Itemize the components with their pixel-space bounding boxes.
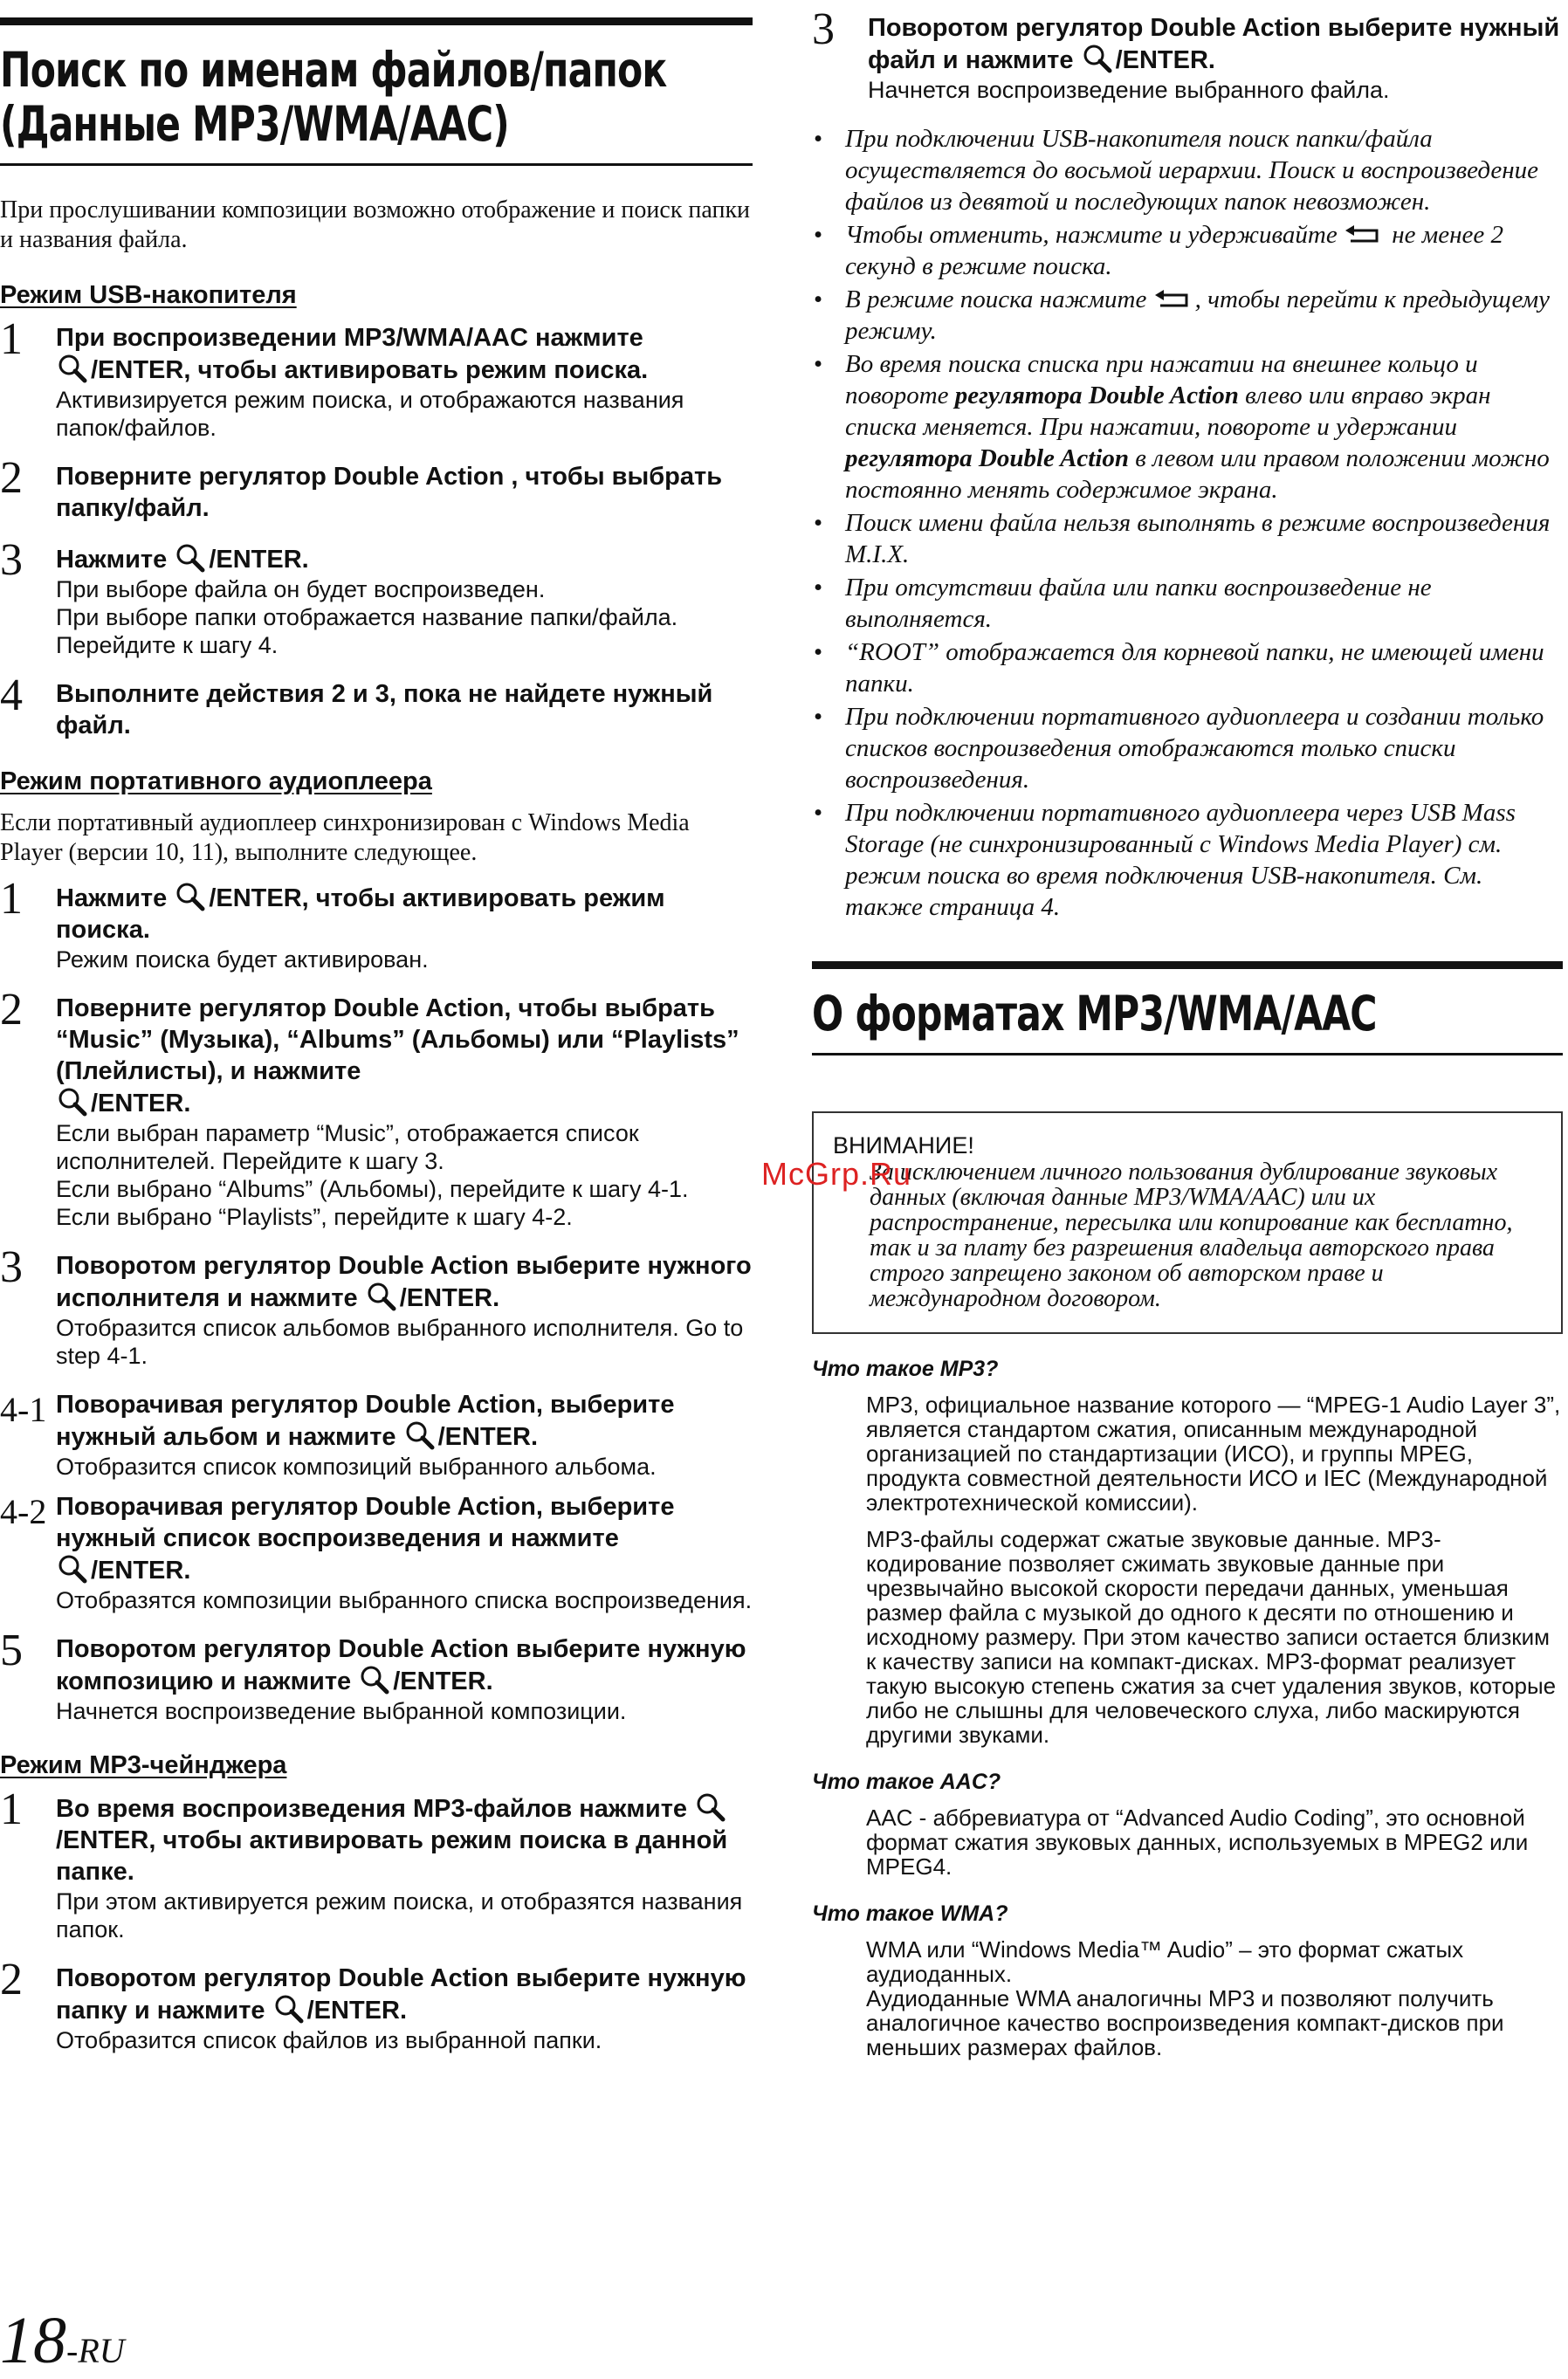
search-icon (1081, 44, 1116, 73)
step-result: Если выбрано “Albums” (Альбомы), перейдите к шагу 4-1. (56, 1176, 689, 1202)
note-item: • При отсутствии файла или папки воспроизведение не выполняется. (812, 572, 1563, 635)
step-instruction-end: /ENTER. (393, 1667, 493, 1695)
search-icon (56, 1087, 91, 1117)
step-number: 4-2 (0, 1492, 47, 1531)
step-result: Если выбрано “Playlists”, перейдите к шагу 4-2. (56, 1204, 573, 1230)
mp3-paragraph: MP3, официальное название которого — “MPEG-1 Audio Layer 3”, является стандартом сжатия, описанным международной организацией по стандартизации (ИСО), и группы MPEG, продукта совместной деятельности ИСО и IEC (Международной электротехнической комиссии). (866, 1392, 1561, 1516)
search-icon (365, 1282, 400, 1311)
step-result: Отобразится список файлов из выбранной папки. (56, 2027, 602, 2053)
step-number: 1 (0, 314, 23, 364)
step-instruction-end: /ENTER. (209, 546, 309, 574)
search-icon (272, 1994, 307, 2024)
step-instruction: Выполните действия 2 и 3, пока не найдете нужный файл. (56, 680, 713, 739)
changer-step-1 (0, 1784, 753, 1943)
search-icon (174, 882, 209, 911)
caution-heading: ВНИМАНИЕ! (833, 1132, 974, 1159)
step-instruction: Поворотом регулятор Double Action выберите нужную папку и нажмите (56, 1964, 746, 2025)
usb-step-1 (0, 314, 753, 442)
step-result: Режим поиска будет активирован. (56, 946, 429, 973)
right-column (812, 0, 1563, 2072)
formats-title: О форматах MP3/WMA/AAC (812, 986, 1377, 1042)
step-instruction-end: /ENTER. (399, 1284, 500, 1312)
step-number: 5 (0, 1626, 23, 1675)
step-instruction-end: /ENTER. (91, 1557, 191, 1585)
intro-text: При прослушивании композиции возможно отображение и поиск папки и названия файла. (0, 196, 751, 253)
usb-mode-heading: Режим USB-накопителя (0, 281, 297, 309)
right-step-3 (812, 4, 1563, 104)
step-instruction: Поворачивая регулятор Double Action, выберите нужный список воспроизведения и нажмите (56, 1493, 675, 1552)
step-number: 2 (0, 1955, 23, 2004)
player-step-4-1 (0, 1389, 753, 1481)
wma-paragraph: Аудиоданные WMA аналогичны MP3 и позволяют получить аналогичное качество воспроизведения компакт-дисков при меньших размерах файлов. (866, 1985, 1504, 2060)
search-icon (56, 354, 91, 383)
title-line-1: Поиск по именам файлов/папок (0, 42, 667, 98)
step-number: 4 (0, 670, 23, 720)
step-instruction-end: /ENTER. (306, 1997, 408, 2025)
step-result: Если выбран параметр “Music”, отображается список исполнителей. Перейдите к шагу 3. (56, 1120, 639, 1174)
section-title-search (0, 17, 753, 166)
usb-step-2 (0, 453, 753, 524)
player-step-4-2 (0, 1491, 753, 1614)
step-instruction: Поверните регулятор Double Action, чтобы выбрать “Music” (Музыка), “Albums” (Альбомы) или “Playlists” (Плейлисты), и нажмите (56, 994, 739, 1085)
note-item: • При подключении USB-накопителя поиск папки/файла осуществляется до восьмой иерархии. Поиск и воспроизведение файлов из девятой и последующих папок невозможен. (812, 123, 1563, 217)
step-instruction: Поворотом регулятор Double Action выберите нужного исполнителя и нажмите (56, 1252, 752, 1312)
note-item: • При подключении портативного аудиоплеера через USB Mass Storage (не синхронизированный с Windows Media Player) см. режим поиска во время подключения USB-накопителя. См. также страница 4. (812, 797, 1563, 923)
step-result: При выборе файла он будет воспроизведен. (56, 576, 546, 602)
watermark: McGrp.Ru (761, 1156, 912, 1192)
note-item: • При подключении портативного аудиоплеера и создании только списков воспроизведения отображаются только списки воспроизведения. (812, 701, 1563, 795)
page-footer (0, 2303, 125, 2379)
step-result: При этом активируется режим поиска, и отобразятся названия папок. (56, 1888, 743, 1942)
step-instruction: Во время воспроизведения MP3-файлов нажмите (56, 1795, 688, 1823)
note-item: • “ROOT” отображается для корневой папки, не имеющей имени папки. (812, 636, 1563, 699)
usb-step-4 (0, 670, 753, 741)
caution-body: За исключением личного пользования дублирование звуковых данных (включая данные MP3/WMA/AAC) или их распространение, пересылка или копирование как бесплатно, так и за плату без разрешения владельца авторского права строго запрещено законом об авторском праве и международном договором. (870, 1159, 1513, 1312)
step-instruction-end: /ENTER. (437, 1423, 539, 1451)
step-result: Отобразятся композиции выбранного списка воспроизведения. (56, 1587, 753, 1613)
step-instruction-end: /ENTER, чтобы активировать режим поиска. (91, 356, 649, 384)
step-instruction-end: /ENTER. (1115, 46, 1215, 74)
step-result: Отобразится список альбомов выбранного исполнителя. Go to step 4-1. (56, 1315, 744, 1369)
player-step-2 (0, 985, 753, 1231)
note-item: • Чтобы отменить, нажмите и удерживайте не менее 2 секунд в режиме поиска. (812, 219, 1563, 282)
note-item: • В режиме поиска нажмите , чтобы перейти к предыдущему режиму. (812, 284, 1563, 347)
left-column (0, 0, 753, 2073)
mp3-paragraph: MP3-файлы содержат сжатые звуковые данные. MP3-кодирование позволяет сжимать звуковые данные при чрезвычайно высокой скорости передачи данных, уменьшая размер файла с музыкой до одного к десяти по отношению и исходному размеру. При этом качество записи остается близким к качеству записи на компакт-дисках. MP3-формат реализует такую высокую степень сжатия за счет удаления звуков, которые либо не слышны для человеческого слуха, либо маскируются другими звуками. (866, 1526, 1557, 1748)
player-mode-heading: Режим портативного аудиоплеера (0, 767, 432, 795)
step-instruction-end: /ENTER, чтобы активировать режим поиска. (56, 884, 665, 944)
step-instruction: Поворотом регулятор Double Action выберите нужный файл и нажмите (868, 14, 1560, 74)
step-number: 2 (0, 453, 23, 503)
step-number: 1 (0, 1784, 23, 1834)
changer-mode-heading: Режим MP3-чейнджера (0, 1751, 287, 1779)
section-title-formats (812, 961, 1563, 1055)
page-lang: -RU (66, 2331, 125, 2370)
search-icon (358, 1665, 393, 1695)
step-instruction: Поворачивая регулятор Double Action, выберите нужный альбом и нажмите (56, 1391, 675, 1451)
player-step-1 (0, 874, 753, 973)
step-instruction: Поверните регулятор Double Action , чтобы выбрать папку/файл. (56, 463, 723, 522)
player-intro: Если портативный аудиоплеер синхронизирован с Windows Media Player (версии 10, 11), выполните следующее. (0, 809, 690, 866)
page-number: 18 (0, 2304, 66, 2377)
step-instruction-end: /ENTER. (91, 1090, 191, 1117)
player-step-3 (0, 1242, 753, 1370)
aac-paragraph: AAC - аббревиатура от “Advanced Audio Coding”, это основной формат сжатия звуковых данных, используемых в MPEG2 или MPEG4. (866, 1805, 1529, 1880)
step-result: Начнется воспроизведение выбранной композиции. (56, 1698, 627, 1724)
return-icon (1344, 223, 1386, 246)
note-item: • Во время поиска списка при нажатии на внешнее кольцо и повороте регулятора Double Action влево или вправо экран списка меняется. При нажатии, повороте и удержании регулятора Double Action в левом или правом положении можно постоянно менять содержимое экрана. (812, 348, 1563, 505)
mp3-question: Что такое MP3? (812, 1357, 999, 1381)
step-instruction: Поворотом регулятор Double Action выберите нужную композицию и нажмите (56, 1635, 746, 1695)
step-result: Активизируется режим поиска, и отображаются названия папок/файлов. (56, 387, 684, 441)
step-instruction: Нажмите (56, 884, 168, 912)
wma-paragraph: WMA или “Windows Media™ Audio” – это формат сжатых аудиоданных. (866, 1936, 1464, 1987)
step-instruction: При воспроизведении MP3/WMA/AAC нажмите (56, 324, 643, 352)
player-step-5 (0, 1626, 753, 1725)
search-icon (403, 1420, 438, 1450)
usb-step-3 (0, 535, 753, 659)
search-icon (174, 543, 209, 573)
step-number: 3 (0, 535, 23, 585)
step-result: При выборе папки отображается название папки/файла. Перейдите к шагу 4. (56, 604, 678, 658)
step-result: Отобразится список композиций выбранного альбома. (56, 1454, 657, 1480)
step-result: Начнется воспроизведение выбранного файла. (868, 77, 1390, 103)
note-item: • Поиск имени файла нельзя выполнять в режиме воспроизведения M.I.X. (812, 507, 1563, 570)
step-number: 3 (812, 4, 835, 54)
aac-question: Что такое AAC? (812, 1770, 1001, 1794)
wma-question: Что такое WMA? (812, 1901, 1008, 1926)
caution-box (812, 1111, 1563, 1334)
step-number: 4-1 (0, 1390, 47, 1429)
title-line-2: (Данные MP3/WMA/AAC) (0, 96, 509, 152)
step-number: 2 (0, 985, 23, 1035)
step-instruction: Нажмите (56, 546, 168, 574)
step-instruction-end: /ENTER, чтобы активировать режим поиска в данной папке. (56, 1826, 728, 1886)
step-number: 1 (0, 874, 23, 924)
step-number: 3 (0, 1242, 23, 1292)
notes-list (812, 123, 1563, 923)
search-icon (56, 1554, 91, 1584)
changer-step-2 (0, 1955, 753, 2054)
search-icon (694, 1792, 729, 1822)
return-icon (1153, 288, 1195, 311)
